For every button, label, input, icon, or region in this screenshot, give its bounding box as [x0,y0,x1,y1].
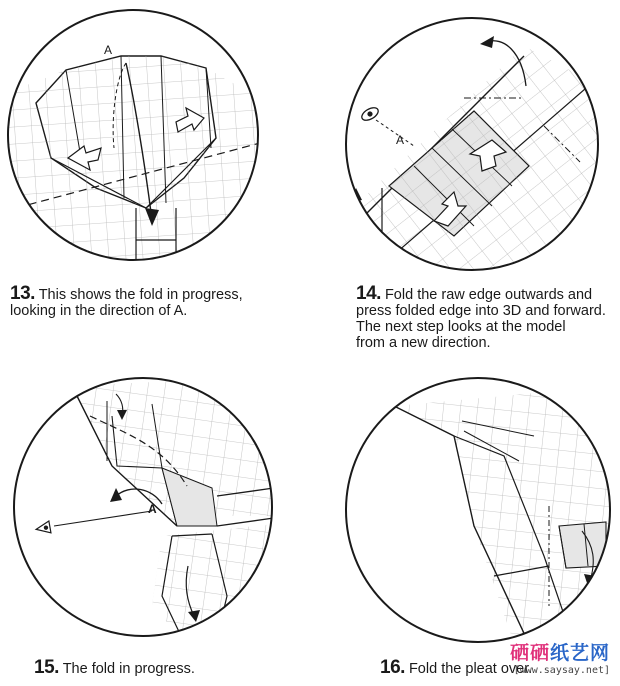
step-number: 16. [380,657,405,678]
step-number: 13. [10,283,35,304]
step-text: This shows the fold in progress, looking in the direction of A. [10,287,243,319]
step-text: Fold the pleat over. [408,661,533,677]
step-number: 15. [34,657,59,678]
watermark-url: [www.saysay.net] [513,665,610,676]
diagram-step-15 [12,376,274,638]
direction-marker: A [148,502,157,516]
caption-step-14 [356,283,618,351]
caption-step-13 [10,283,280,319]
diagram-step-16 [344,376,612,644]
step-number: 14. [356,283,381,304]
watermark-logo: 硒硒纸艺网 [509,642,610,664]
site-watermark [510,638,610,676]
step-text: Fold the raw edge outwards and press folded edge into 3D and forward. The next step looks at the model from a new direction. [356,287,606,351]
direction-marker: A [104,43,113,57]
diagram-step-14 [344,16,600,272]
caption-step-15 [34,657,304,678]
diagram-step-13 [6,8,260,262]
step-text: The fold in progress. [62,661,195,677]
direction-marker: A [396,133,405,147]
